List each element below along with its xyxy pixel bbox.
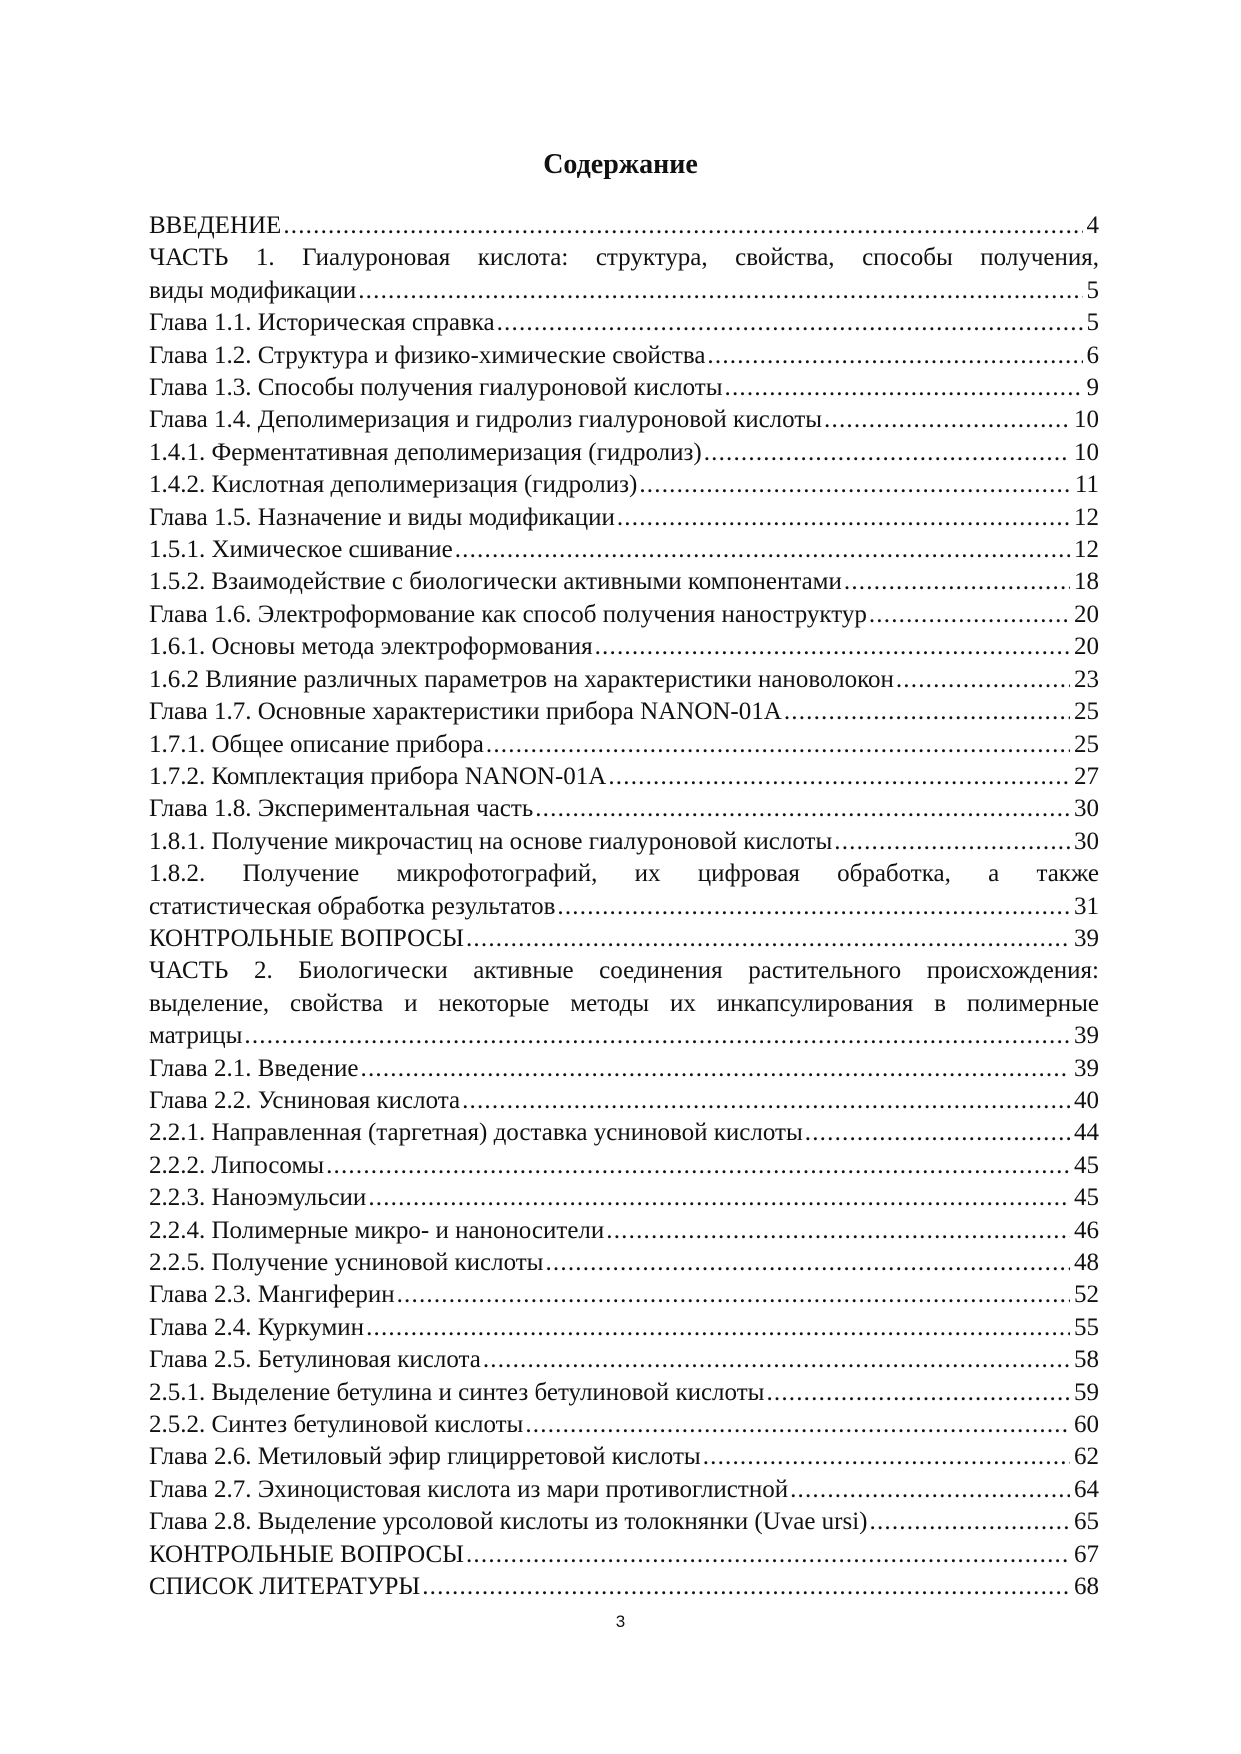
toc-page-number: 4 (1086, 212, 1099, 239)
toc-entry-text: 2.2.2. Липосомы (149, 1151, 325, 1179)
toc-entry-text: Глава 2.4. Куркумин (149, 1313, 365, 1341)
toc-page-number: 67 (1074, 1540, 1099, 1568)
toc-entry-text: виды модификации (149, 276, 357, 304)
toc-page-number: 5 (1086, 309, 1099, 337)
toc-entry[interactable] (149, 955, 1099, 1052)
toc-page-number: 39 (1074, 1022, 1099, 1050)
dot-leader (358, 275, 1082, 307)
toc-entry[interactable] (149, 242, 1099, 307)
toc-page-number: 23 (1074, 665, 1099, 693)
toc-entry[interactable] (149, 1247, 1099, 1279)
toc-page-number: 44 (1074, 1119, 1099, 1147)
toc-entry-text: 1.6.2 Влияние различных параметров на характеристики нановолокон (149, 665, 894, 693)
dot-leader (834, 826, 1070, 858)
dot-leader (595, 631, 1070, 663)
toc-page-number: 45 (1074, 1184, 1099, 1212)
toc-entry-text: Глава 1.7. Основные характеристики прибора NANON-01A (149, 698, 782, 726)
toc-entry-text: ВВЕДЕНИЕ (149, 212, 282, 239)
toc-entry[interactable] (149, 761, 1099, 793)
toc-entry-text: 1.4.2. Кислотная деполимеризация (гидролиз) (149, 471, 638, 499)
toc-entry[interactable] (149, 1117, 1099, 1149)
toc-page-number: 39 (1074, 924, 1099, 952)
toc-entry[interactable] (149, 826, 1099, 858)
toc-entry-text: статистическая обработка результатов (149, 892, 556, 920)
toc-page-number: 45 (1074, 1151, 1099, 1179)
toc-entry-text: Глава 2.2. Усниновая кислота (149, 1086, 461, 1114)
dot-leader (617, 502, 1070, 534)
toc-entry[interactable] (149, 1409, 1099, 1441)
dot-leader (486, 729, 1070, 761)
toc-page-number: 55 (1074, 1313, 1099, 1341)
toc-page-number: 31 (1074, 892, 1099, 920)
toc-entry-text: ЧАСТЬ 1. Гиалуроновая кислота: структура, свойства, способы получения, (149, 244, 1099, 272)
toc-page-number: 52 (1074, 1281, 1099, 1309)
toc-entry-text: Глава 2.6. Метиловый эфир глицирретовой кислоты (149, 1443, 701, 1471)
dot-leader (766, 1377, 1070, 1409)
dot-leader (545, 1247, 1070, 1279)
toc-entry[interactable] (149, 210, 1099, 242)
toc-entry[interactable] (149, 1474, 1099, 1506)
toc-entry[interactable] (149, 307, 1099, 339)
toc-page-number: 25 (1074, 698, 1099, 726)
toc-entry-text: матрицы (149, 1022, 243, 1050)
toc-entry-text: 1.8.1. Получение микрочастиц на основе гиалуроновой кислоты (149, 827, 833, 855)
toc-entry-text: 1.4.1. Ферментативная деполимеризация (гидролиз) (149, 438, 702, 466)
toc-page-number: 25 (1074, 730, 1099, 758)
toc-entry[interactable] (149, 599, 1099, 631)
toc-entry-text: 1.7.2. Комплектация прибора NANON-01A (149, 762, 607, 790)
toc-page-number: 20 (1074, 633, 1099, 661)
toc-entry[interactable] (149, 1312, 1099, 1344)
toc-page-number: 48 (1074, 1249, 1099, 1276)
page-title: Содержание (543, 149, 698, 180)
dot-leader (639, 469, 1071, 501)
toc-entry-text: СПИСОК ЛИТЕРАТУРЫ (149, 1573, 421, 1601)
dot-leader (704, 437, 1070, 469)
toc-entry[interactable] (149, 729, 1099, 761)
toc-page-number: 27 (1074, 762, 1099, 790)
toc-entry-text: выделение, свойства и некоторые методы их инкапсулирования в полимерные (149, 989, 1099, 1017)
dot-leader (422, 1571, 1070, 1603)
toc-entry-text: Глава 1.3. Способы получения гиалуроновой кислоты (149, 374, 723, 402)
dot-leader (397, 1279, 1070, 1311)
dot-leader (707, 340, 1082, 372)
toc-page-number: 59 (1074, 1378, 1099, 1406)
toc-page-number: 18 (1074, 568, 1099, 596)
toc-entry-text: 2.5.1. Выделение бетулина и синтез бетулиновой кислоты (149, 1378, 765, 1406)
toc-page-number: 11 (1074, 471, 1099, 499)
dot-leader (466, 1539, 1070, 1571)
dot-leader (244, 1020, 1070, 1052)
toc-entry[interactable] (149, 1182, 1099, 1214)
toc-entry[interactable] (149, 437, 1099, 469)
toc-page-number: 12 (1074, 503, 1099, 531)
toc-entry[interactable] (149, 372, 1099, 404)
toc-entry[interactable] (149, 1215, 1099, 1247)
toc-entry-text: Глава 2.3. Мангиферин (149, 1281, 395, 1309)
page-number: 3 (615, 1612, 626, 1631)
toc-page-number: 30 (1074, 795, 1099, 823)
toc-entry[interactable] (149, 1150, 1099, 1182)
toc-entry-text: 2.2.1. Направленная (таргетная) доставка усниновой кислоты (149, 1119, 803, 1147)
toc-page-number: 40 (1074, 1086, 1099, 1114)
dot-leader (326, 1150, 1070, 1182)
toc-entry-text: Глава 2.5. Бетулиновая кислота (149, 1346, 481, 1374)
toc-entry-text: Глава 2.8. Выделение урсоловой кислоты из толокнянки (Uvae ursi) (149, 1508, 868, 1536)
toc-page-number: 68 (1074, 1573, 1099, 1601)
toc-entry-text: Глава 1.1. Историческая справка (149, 309, 495, 337)
toc-entry[interactable] (149, 404, 1099, 436)
toc-page-number: 62 (1074, 1443, 1099, 1471)
toc-entry[interactable] (149, 1571, 1099, 1603)
dot-leader (525, 1409, 1070, 1441)
dot-leader (606, 1215, 1070, 1247)
toc-entry[interactable] (149, 923, 1099, 955)
toc-entry[interactable] (149, 1085, 1099, 1117)
toc-entry-text: ЧАСТЬ 2. Биологически активные соединения растительного происхождения: (149, 957, 1099, 985)
toc-entry-text: 1.7.1. Общее описание прибора (149, 730, 484, 758)
table-of-contents (149, 210, 1099, 1603)
toc-page-number: 6 (1086, 341, 1099, 369)
dot-leader (608, 761, 1070, 793)
dot-leader (896, 664, 1070, 696)
toc-entry[interactable] (149, 469, 1099, 501)
toc-page-number: 58 (1074, 1346, 1099, 1374)
toc-page-number: 12 (1074, 536, 1099, 564)
dot-leader (784, 696, 1070, 728)
toc-entry-text: 2.2.5. Получение усниновой кислоты (149, 1249, 544, 1276)
toc-page-number: 10 (1074, 406, 1099, 434)
toc-entry[interactable] (149, 1344, 1099, 1376)
dot-leader (824, 404, 1070, 436)
toc-page-number: 46 (1074, 1216, 1099, 1244)
toc-entry-text: Глава 1.8. Экспериментальная часть (149, 795, 534, 823)
toc-entry[interactable] (149, 696, 1099, 728)
dot-leader (557, 891, 1070, 923)
toc-entry[interactable] (149, 1441, 1099, 1473)
toc-entry[interactable] (149, 631, 1099, 663)
toc-entry[interactable] (149, 1279, 1099, 1311)
toc-entry-text: Глава 2.1. Введение (149, 1054, 359, 1082)
toc-entry[interactable] (149, 858, 1099, 923)
dot-leader (869, 599, 1070, 631)
toc-entry[interactable] (149, 340, 1099, 372)
toc-entry[interactable] (149, 534, 1099, 566)
toc-entry[interactable] (149, 1377, 1099, 1409)
dot-leader (366, 1312, 1070, 1344)
dot-leader (844, 566, 1070, 598)
dot-leader (725, 372, 1083, 404)
dot-leader (870, 1506, 1071, 1538)
toc-page-number: 10 (1074, 438, 1099, 466)
toc-entry-text: 1.5.2. Взаимодействие с биологически активными компонентами (149, 568, 842, 596)
toc-entry[interactable] (149, 664, 1099, 696)
dot-leader (283, 210, 1082, 242)
toc-page-number: 20 (1074, 600, 1099, 628)
toc-entry-text: Глава 1.2. Структура и физико-химические свойства (149, 341, 706, 369)
toc-page-number: 60 (1074, 1411, 1099, 1439)
dot-leader (466, 923, 1070, 955)
toc-entry-text: 1.8.2. Получение микрофотографий, их цифровая обработка, а также (149, 860, 1099, 888)
toc-entry-text: Глава 1.5. Назначение и виды модификации (149, 503, 615, 531)
toc-page-number: 9 (1086, 374, 1099, 402)
toc-entry-text: КОНТРОЛЬНЫЕ ВОПРОСЫ (149, 1540, 464, 1568)
toc-entry[interactable] (149, 1539, 1099, 1571)
toc-entry-text: Глава 1.6. Электроформование как способ получения наноструктур (149, 600, 867, 628)
toc-page-number: 30 (1074, 827, 1099, 855)
dot-leader (535, 793, 1070, 825)
toc-entry-text: 1.5.1. Химическое сшивание (149, 536, 453, 564)
dot-leader (483, 1344, 1070, 1376)
dot-leader (703, 1441, 1070, 1473)
toc-page-number: 65 (1074, 1508, 1099, 1536)
dot-leader (497, 307, 1083, 339)
toc-entry[interactable] (149, 1506, 1099, 1538)
toc-entry-text: КОНТРОЛЬНЫЕ ВОПРОСЫ (149, 924, 464, 952)
toc-page-number: 64 (1074, 1475, 1099, 1503)
dot-leader (790, 1474, 1070, 1506)
toc-entry[interactable] (149, 1053, 1099, 1085)
toc-entry-text: Глава 1.4. Деполимеризация и гидролиз гиалуроновой кислоты (149, 406, 823, 434)
toc-entry-text: 2.2.4. Полимерные микро- и наноносители (149, 1216, 605, 1244)
dot-leader (462, 1085, 1070, 1117)
dot-leader (455, 534, 1070, 566)
dot-leader (805, 1117, 1070, 1149)
toc-page-number: 39 (1074, 1054, 1099, 1082)
toc-entry[interactable] (149, 566, 1099, 598)
toc-entry[interactable] (149, 502, 1099, 534)
toc-entry-text: 2.2.3. Наноэмульсии (149, 1184, 367, 1212)
dot-leader (361, 1053, 1071, 1085)
toc-page-number: 5 (1086, 276, 1099, 304)
toc-entry-text: 2.5.2. Синтез бетулиновой кислоты (149, 1411, 524, 1439)
toc-entry[interactable] (149, 793, 1099, 825)
toc-entry-text: Глава 2.7. Эхиноцистовая кислота из мари противоглистной (149, 1475, 789, 1503)
dot-leader (368, 1182, 1070, 1214)
toc-entry-text: 1.6.1. Основы метода электроформования (149, 633, 593, 661)
